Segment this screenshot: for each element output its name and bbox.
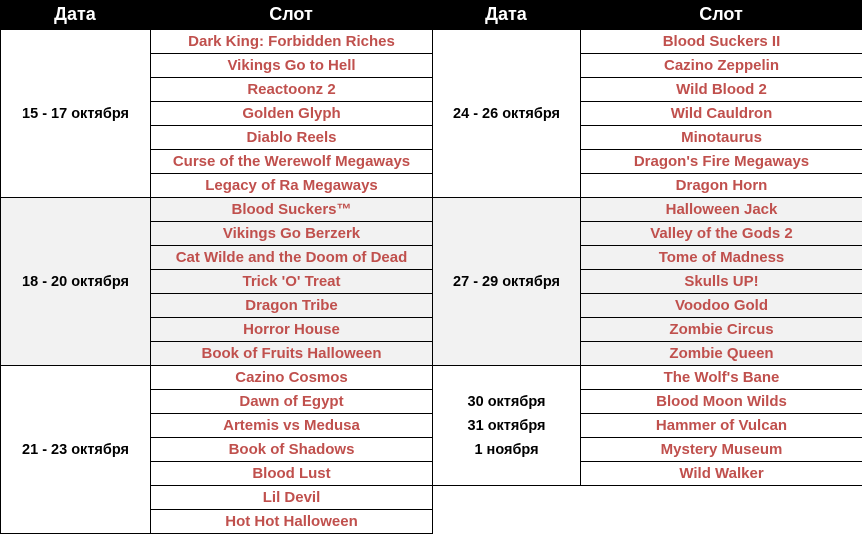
slot-cell[interactable]: Wild Cauldron [580,101,862,126]
slot-cell[interactable]: Tome of Madness [580,245,862,270]
slot-cell[interactable]: Skulls UP! [580,269,862,294]
slot-cell[interactable]: Halloween Jack [580,197,862,222]
slot-cell[interactable]: Dragon's Fire Megaways [580,149,862,174]
slot-cell[interactable]: Zombie Circus [580,317,862,342]
date-cell [432,197,581,366]
slot-cell[interactable]: Book of Shadows [150,437,433,462]
date-cell [432,365,581,486]
slot-cell[interactable]: Cazino Cosmos [150,365,433,390]
date-label: 27 - 29 октября [453,273,560,290]
slot-cell[interactable]: Wild Walker [580,461,862,486]
slot-cell[interactable]: Cat Wilde and the Doom of Dead [150,245,433,270]
slot-cell[interactable]: Legacy of Ra Megaways [150,173,433,198]
slot-cell[interactable]: Vikings Go Berzerk [150,221,433,246]
slot-cell[interactable]: Lil Devil [150,485,433,510]
slot-cell[interactable]: Blood Moon Wilds [580,389,862,414]
slot-cell[interactable]: Cazino Zeppelin [580,53,862,78]
slot-cell[interactable]: Dawn of Egypt [150,389,433,414]
date-label: 30 октября [467,393,546,410]
slot-cell[interactable]: Blood Lust [150,461,433,486]
date-label: 1 ноября [474,441,539,458]
date-label: 31 октября [467,417,546,434]
slot-cell[interactable]: Golden Glyph [150,101,433,126]
slot-cell[interactable]: Vikings Go to Hell [150,53,433,78]
slot-cell[interactable]: Mystery Museum [580,437,862,462]
slot-cell[interactable]: Artemis vs Medusa [150,413,433,438]
date-cell [0,29,151,198]
slot-cell[interactable]: Minotaurus [580,125,862,150]
slot-cell[interactable]: Dragon Tribe [150,293,433,318]
slot-cell[interactable]: Valley of the Gods 2 [580,221,862,246]
slot-cell[interactable]: Voodoo Gold [580,293,862,318]
header-slot-left: Слот [150,0,432,29]
slot-cell[interactable]: The Wolf's Bane [580,365,862,390]
slot-cell[interactable]: Horror House [150,317,433,342]
slot-cell[interactable]: Dragon Horn [580,173,862,198]
slot-cell[interactable]: Hammer of Vulcan [580,413,862,438]
slot-cell[interactable]: Reactoonz 2 [150,77,433,102]
slot-cell[interactable]: Zombie Queen [580,341,862,366]
date-label: 18 - 20 октября [22,273,129,290]
slot-cell[interactable]: Hot Hot Halloween [150,509,433,534]
date-cell [0,197,151,366]
header-date-left: Дата [0,0,150,29]
slot-cell[interactable]: Blood Suckers II [580,29,862,54]
slot-cell[interactable]: Wild Blood 2 [580,77,862,102]
slot-cell[interactable]: Trick 'O' Treat [150,269,433,294]
date-cell [0,365,151,534]
slot-cell[interactable]: Dark King: Forbidden Riches [150,29,433,54]
date-cell [432,29,581,198]
slot-cell[interactable]: Book of Fruits Halloween [150,341,433,366]
header-slot-right: Слот [580,0,862,29]
date-label: 21 - 23 октября [22,441,129,458]
header-date-right: Дата [432,0,580,29]
slot-cell[interactable]: Curse of the Werewolf Megaways [150,149,433,174]
slot-cell[interactable]: Diablo Reels [150,125,433,150]
date-label: 24 - 26 октября [453,105,560,122]
slot-cell[interactable]: Blood Suckers™ [150,197,433,222]
date-label: 15 - 17 октября [22,105,129,122]
